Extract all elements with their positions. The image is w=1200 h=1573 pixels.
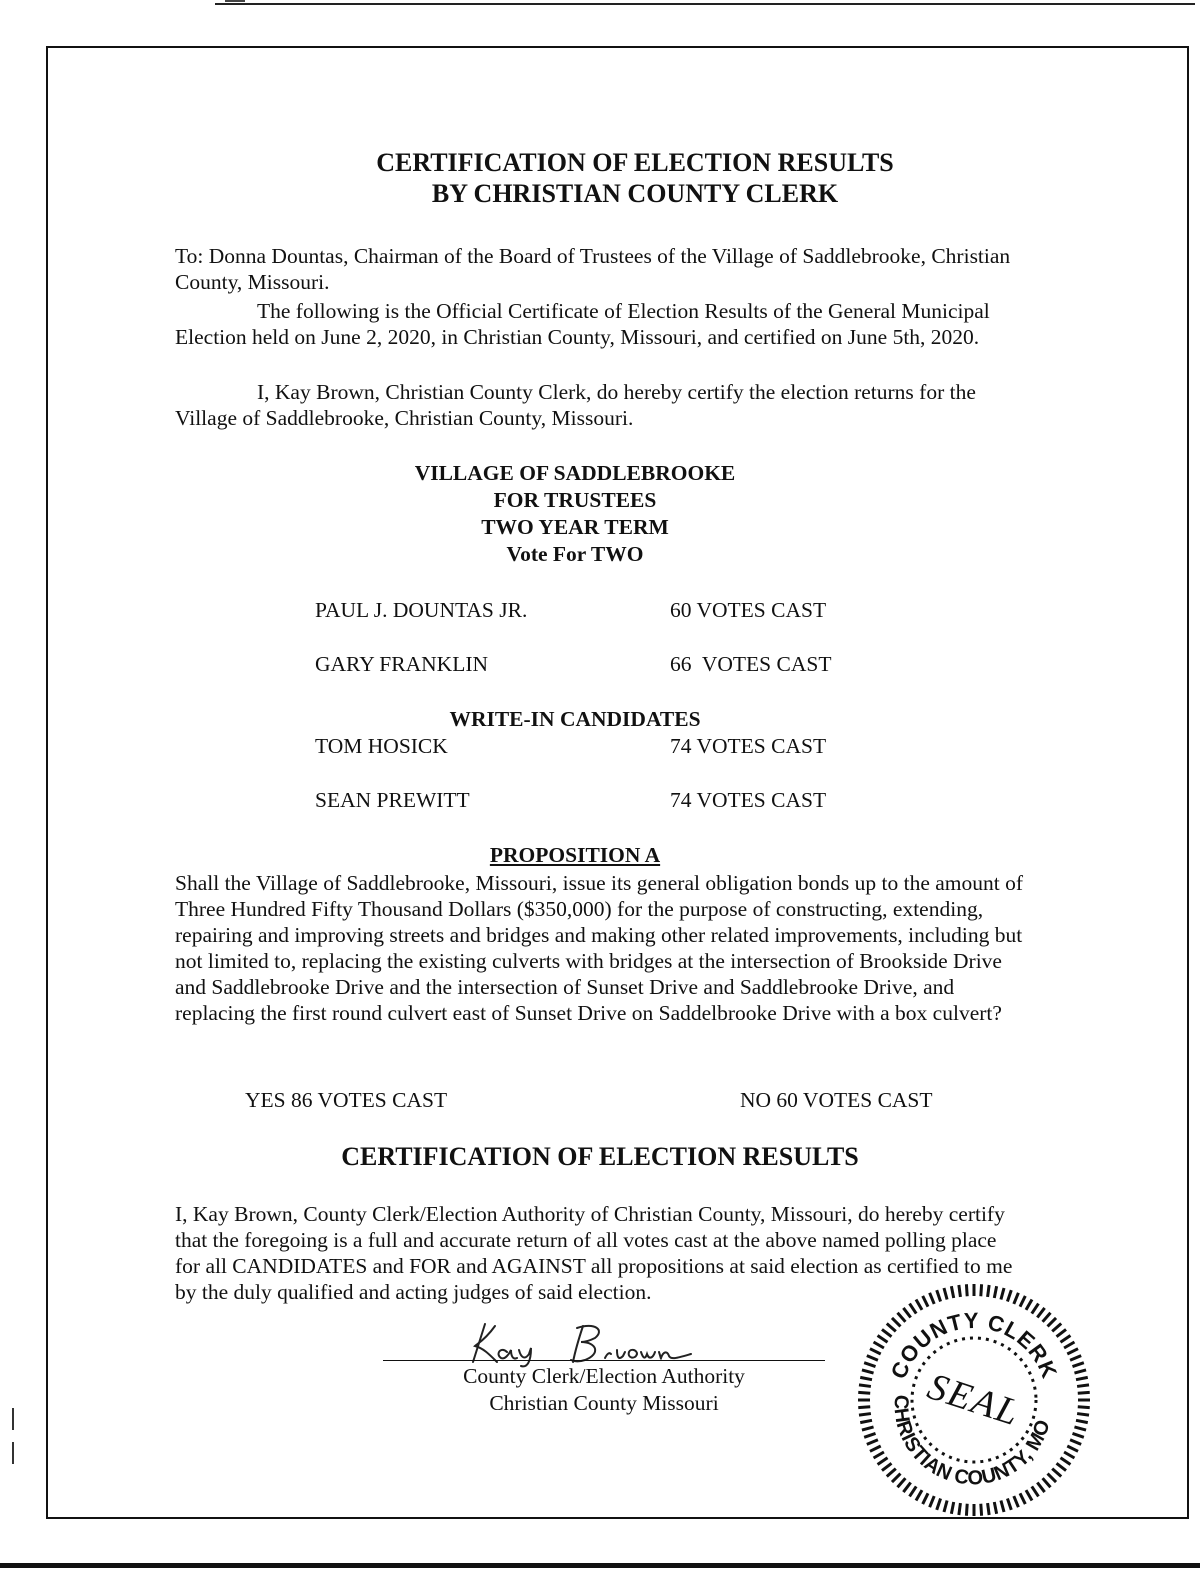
signature-county: Christian County Missouri [489,1391,719,1415]
scan-edge-top [215,3,1195,5]
seal-tick [937,1290,941,1301]
seal-tick [988,1503,990,1515]
seal-tick [951,1502,953,1514]
write-in-name: SEAN PREWITT [315,788,470,812]
seal-tick [923,1296,928,1307]
race-heading-village: VILLAGE OF SADDLEBROOKE [414,461,736,485]
seal-tick [930,1293,935,1304]
seal-tick [930,1496,935,1507]
proposition-heading: PROPOSITION A [489,843,661,867]
write-in-votes: 74 VOTES CAST [670,734,827,758]
seal-tick [1001,1500,1004,1512]
seal-tick [916,1490,922,1500]
seal-tick [1048,1474,1056,1482]
seal-tick [887,1469,896,1477]
seal-tick [859,1414,871,1416]
write-in-heading: WRITE-IN CANDIDATES [449,707,701,731]
seal-tick [944,1500,947,1512]
seal-tick [864,1363,875,1367]
race-heading-term: TWO YEAR TERM [481,515,669,539]
seal-tick [1074,1370,1086,1373]
seal-tick [1043,1478,1051,1487]
seal-tick [862,1370,874,1373]
official-certificate-paragraph: The following is the Official Certificate of Election Results of the General Municipal Election held on June 2, 2020, in Christian County, Missouri, and certified on June 5th, 2020. [175,299,990,349]
seal-tick [858,1407,870,1408]
margin-mark [12,1442,14,1464]
seal-tick [951,1286,953,1298]
seal-tick [910,1304,917,1314]
seal-tick [1026,1300,1032,1310]
document-title-line2: BY CHRISTIAN COUNTY CLERK [431,179,839,208]
seal-tick [1072,1433,1083,1437]
seal-tick [898,1478,906,1487]
seal-tick [1076,1420,1088,1422]
candidate-name: GARY FRANKLIN [315,652,489,676]
seal-tick [1072,1363,1083,1367]
signature-title: County Clerk/Election Authority [463,1364,745,1388]
seal-tick [874,1452,884,1458]
seal-tick [892,1474,900,1482]
seal-tick [1014,1293,1019,1304]
seal-tick [966,1284,967,1296]
seal-tick [1057,1329,1067,1336]
seal-tick [878,1336,888,1343]
seal-tick [1001,1288,1004,1300]
seal-top-text: COUNTY CLERK [885,1307,1063,1383]
seal-tick [1077,1414,1089,1416]
seal-tick [903,1308,910,1318]
seal-tick [859,1385,871,1387]
scan-edge-mark [225,0,245,2]
proposition-text: Shall the Village of Saddlebrooke, Missouri, issue its general obligation bonds up to the amount of Three Hundred Fifty Thousand Dollars ($350,000) for the purpose of constructing, extending, repairing and improving streets and bridges and making other related improvements, including but not limited to, replacing the existing culverts with bridges at the intersection of Brookside Drive and Saddlebrooke Drive and the intersection of Sunset Drive and Saddlebrooke Drive, and replacing the first round culvert east of Sunset Drive on Saddelbrooke Drive with a box culvert? [175,871,1024,1025]
race-heading-office: FOR TRUSTEES [493,488,657,512]
signature-line [383,1360,825,1361]
svg-text:COUNTY CLERK [886,1308,1063,1382]
seal-tick [1074,1427,1086,1430]
seal-tick [1070,1440,1081,1445]
seal-tick [860,1377,872,1379]
seal-tick [1052,1469,1061,1477]
seal-tick [1067,1446,1078,1451]
seal-tick [937,1498,941,1509]
seal-tick [1067,1349,1078,1354]
seal-tick [870,1349,881,1354]
seal-tick [981,1284,982,1296]
race-heading-vote-for: Vote For TWO [506,542,644,566]
seal-tick [1007,1498,1011,1509]
seal-tick [887,1324,896,1332]
seal-tick [1078,1392,1090,1393]
seal-tick [923,1493,928,1504]
seal-tick [864,1433,875,1437]
seal-tick [1064,1452,1074,1458]
seal-tick [994,1286,996,1298]
candidate-votes: 66 VOTES CAST [670,652,832,676]
seal-tick [1070,1356,1081,1361]
seal-tick [1052,1324,1061,1332]
seal-tick [1020,1296,1025,1307]
seal-tick [959,1503,961,1515]
seal-tick [1060,1458,1070,1465]
seal-tick [867,1440,878,1445]
seal-tick [858,1392,870,1393]
seal-tick [966,1504,967,1516]
proposition-no-votes: NO 60 VOTES CAST [740,1088,933,1112]
seal-tick [862,1427,874,1430]
seal-tick [910,1486,917,1496]
certification-heading: CERTIFICATION OF ELECTION RESULTS [341,1142,859,1171]
seal-tick [1077,1385,1089,1387]
candidate-name: PAUL J. DOUNTAS JR. [315,598,528,622]
seal-tick [892,1318,900,1326]
seal-tick [994,1502,996,1514]
seal-tick [916,1300,922,1310]
seal-tick [1048,1318,1056,1326]
seal-bottom-text: CHRISTIAN COUNTY, MO [889,1394,1055,1490]
addressee-paragraph: To: Donna Dountas, Chairman of the Board of Trustees of the Village of Saddlebrooke, Christian County, Missouri. [175,244,1011,294]
scan-edge-bottom [0,1563,1200,1568]
seal-tick [867,1356,878,1361]
seal-tick [1014,1496,1019,1507]
seal-tick [882,1463,892,1470]
seal-tick [878,1458,888,1465]
seal-tick [860,1420,872,1422]
seal-tick [1020,1493,1025,1504]
seal-tick [1057,1463,1067,1470]
seal-tick [1007,1290,1011,1301]
seal-tick [882,1329,892,1336]
seal-tick [1037,1483,1044,1493]
seal-tick [870,1446,881,1451]
seal-tick [1076,1377,1088,1379]
seal-tick [874,1342,884,1348]
proposition-yes-votes: YES 86 VOTES CAST [245,1088,448,1112]
seal-tick [898,1313,906,1322]
seal-tick [1037,1308,1044,1318]
seal-tick [1032,1486,1039,1496]
seal-tick [1026,1490,1032,1500]
seal-tick [1064,1342,1074,1348]
write-in-votes: 74 VOTES CAST [670,788,827,812]
seal-tick [1078,1407,1090,1408]
document-title-line1: CERTIFICATION OF ELECTION RESULTS [376,148,894,177]
seal-tick [903,1483,910,1493]
seal-tick [1060,1336,1070,1343]
seal-tick [1043,1313,1051,1322]
seal-center-text: SEAL [922,1365,1026,1435]
county-clerk-seal [854,1280,1094,1520]
write-in-name: TOM HOSICK [315,734,448,758]
candidate-votes: 60 VOTES CAST [670,598,827,622]
seal-tick [944,1288,947,1300]
seal-tick [959,1285,961,1297]
certification-text: I, Kay Brown, County Clerk/Election Authority of Christian County, Missouri, do hereby certify that the foregoing is a full and accurate return of all votes cast at the above named polling place for all CANDIDATES and FOR and AGAINST all propositions at said election as certified to me by the duly qualified and acting judges of said election. [175,1202,1013,1304]
margin-mark [12,1408,14,1430]
seal-tick [981,1504,982,1516]
seal-tick [1032,1304,1039,1314]
clerk-certify-paragraph: I, Kay Brown, Christian County Clerk, do hereby certify the election returns for the Village of Saddlebrooke, Christian County, Missouri. [175,380,976,430]
seal-tick [988,1285,990,1297]
